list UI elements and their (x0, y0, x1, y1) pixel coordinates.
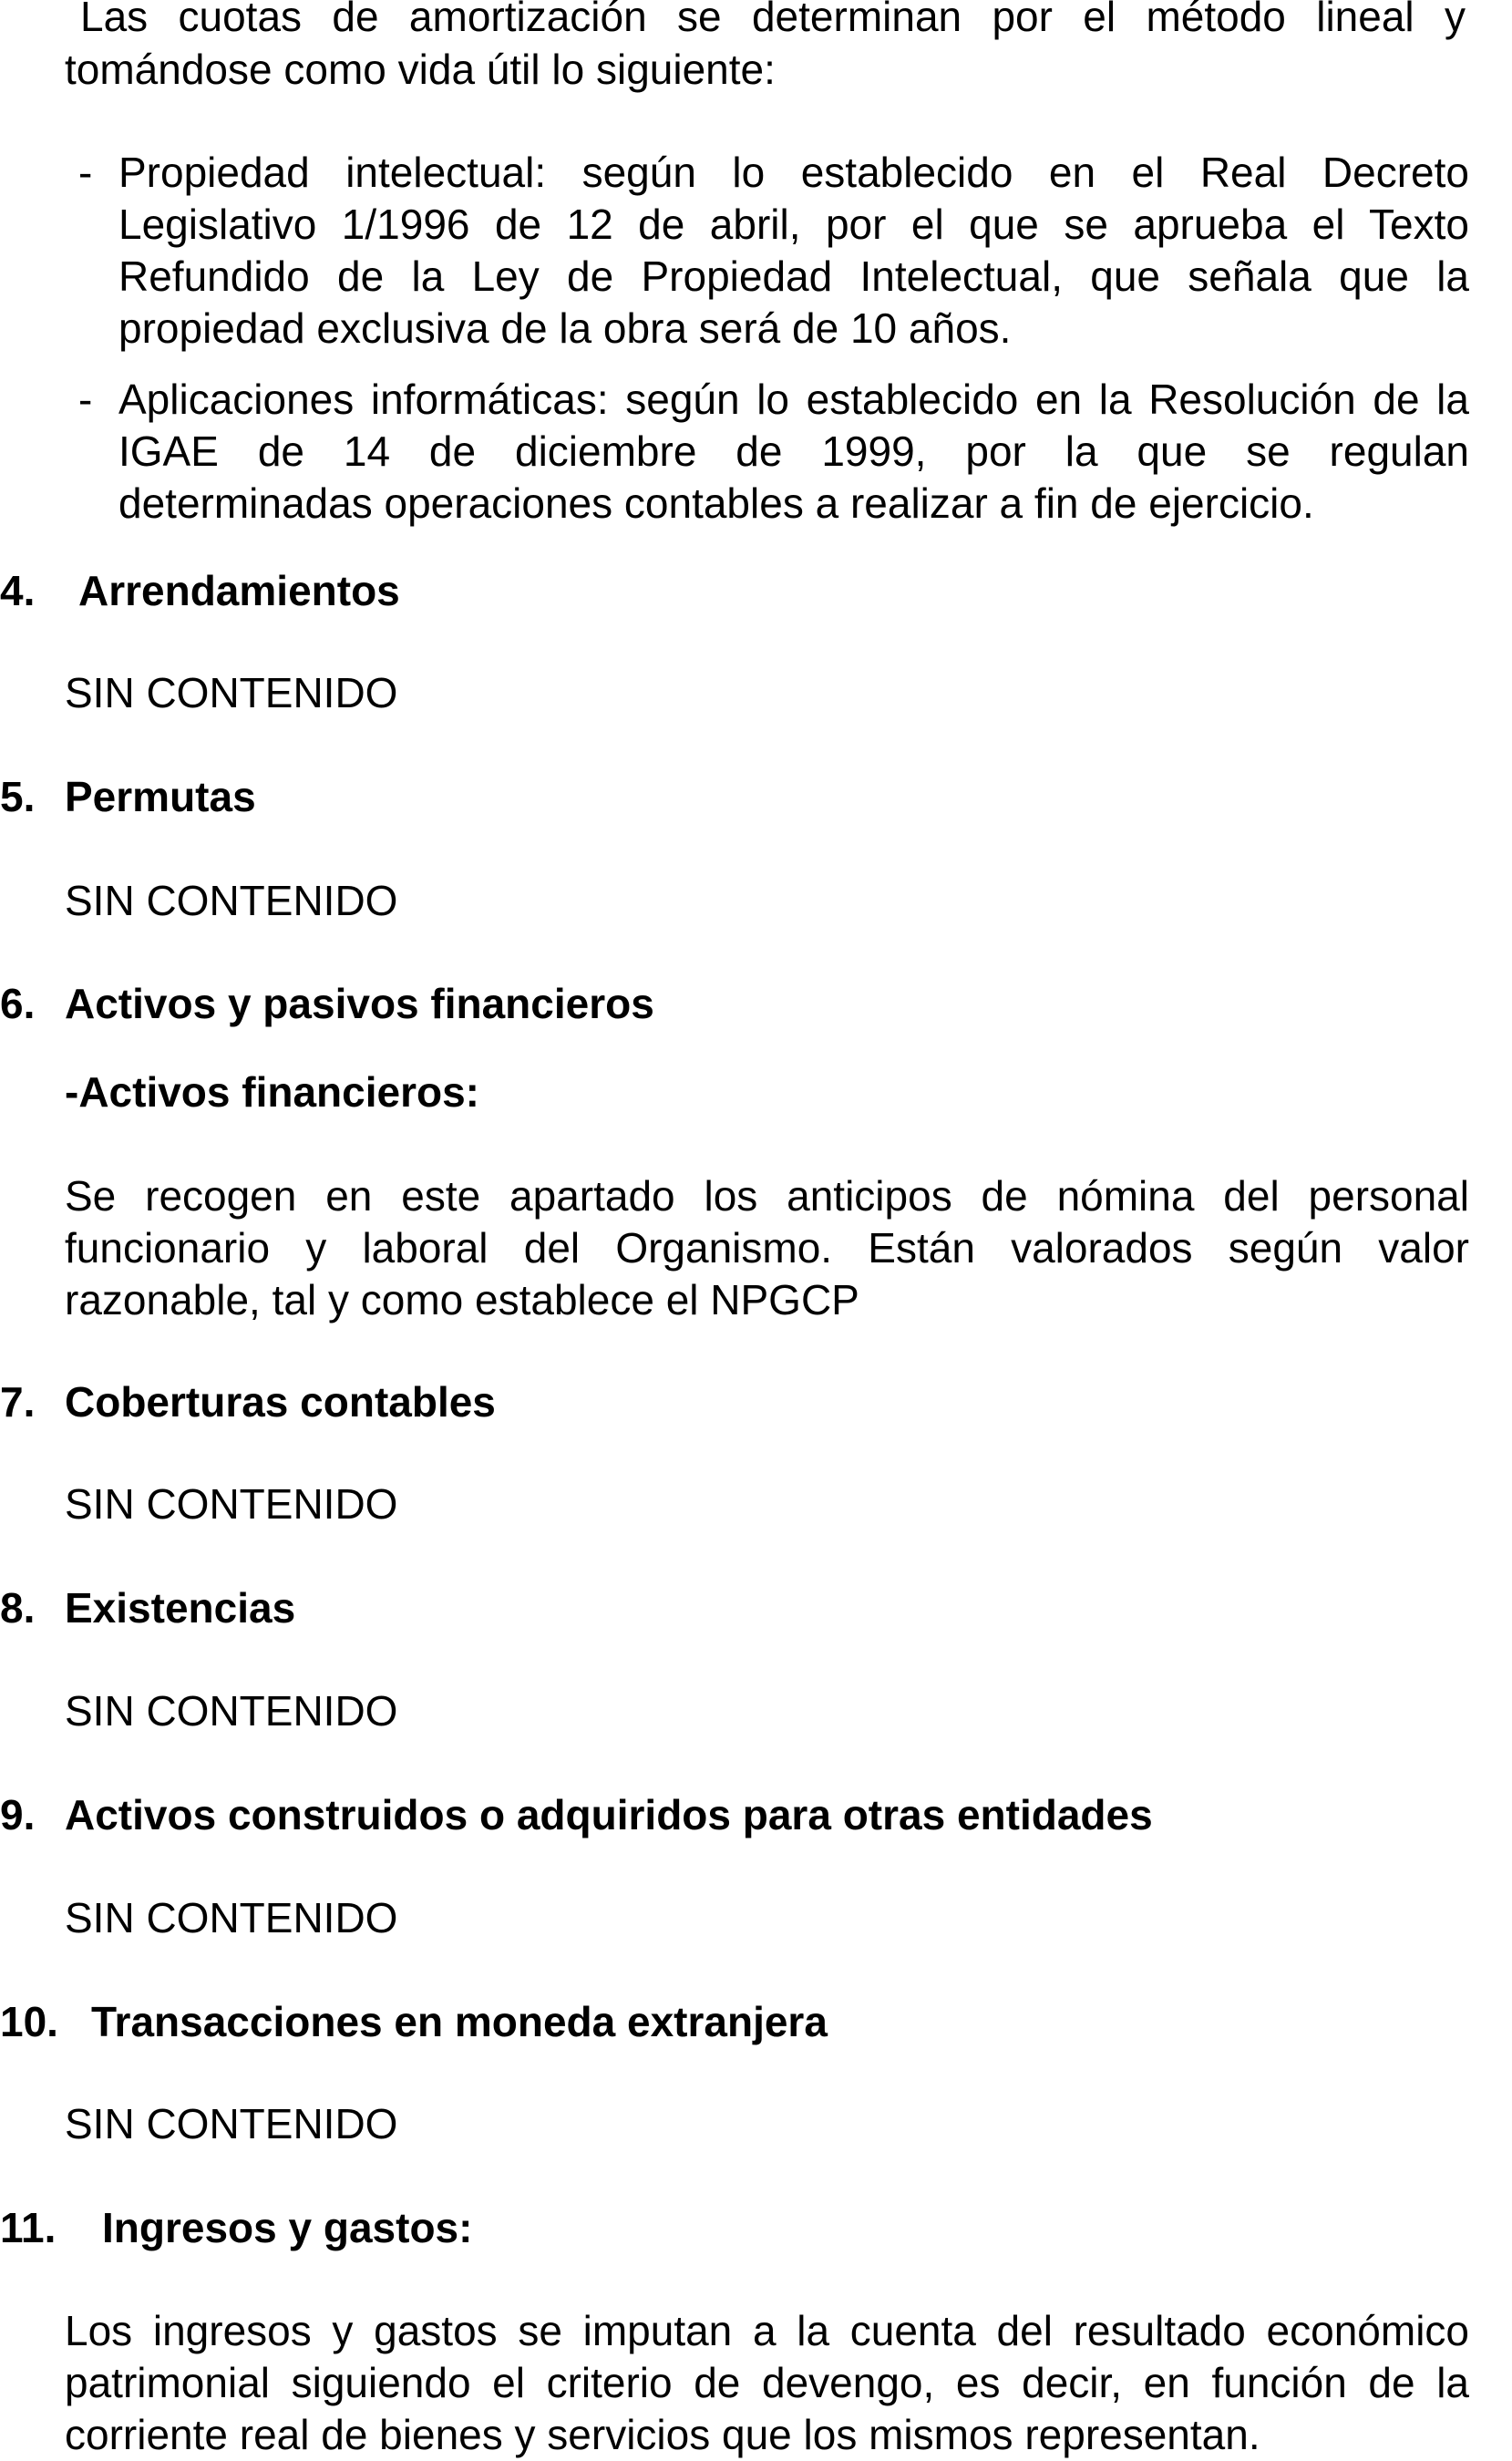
section-body: SIN CONTENIDO (65, 1480, 398, 1528)
section-heading: Activos y pasivos financieros (65, 980, 654, 1027)
section-body: SIN CONTENIDO (65, 669, 398, 716)
bullet-dash: - (78, 376, 93, 423)
section-heading: Activos construidos o adquiridos para otras entidades (65, 1791, 1153, 1838)
intro-line-2: tomándose como vida útil lo siguiente: (65, 46, 776, 93)
section-number: 10. (0, 1998, 58, 2045)
bullet-dash: - (78, 149, 93, 196)
section-number: 5. (0, 773, 36, 820)
bullet-2-line-3: determinadas operaciones contables a realizar a fin de ejercicio. (118, 479, 1314, 527)
bullet-1-line-2: Legislativo 1/1996 de 12 de abril, por el que se aprueba el Texto (118, 201, 1469, 248)
paragraph-line: patrimonial siguiendo el criterio de devengo, es decir, en función de la (65, 2359, 1469, 2406)
section-number: 9. (0, 1791, 36, 1838)
paragraph-line: razonable, tal y como establece el NPGCP (65, 1276, 859, 1323)
section-heading: Transacciones en moneda extranjera (91, 1998, 828, 2045)
section-number: 8. (0, 1584, 36, 1632)
section-heading: Permutas (65, 773, 256, 820)
bullet-1-line-3: Refundido de la Ley de Propiedad Intelectual, que señala que la (118, 252, 1469, 300)
section-number: 11. (0, 2204, 57, 2251)
section-body: SIN CONTENIDO (65, 1687, 398, 1735)
bullet-2-line-1: Aplicaciones informáticas: según lo establecido en la Resolución de la (118, 376, 1469, 423)
bullet-1-line-1: Propiedad intelectual: según lo establecido en el Real Decreto (118, 149, 1469, 196)
paragraph-line: Los ingresos y gastos se imputan a la cuenta del resultado económico (65, 2307, 1469, 2354)
section-heading: Coberturas contables (65, 1378, 496, 1426)
section-body: SIN CONTENIDO (65, 1894, 398, 1941)
section-number: 7. (0, 1378, 36, 1426)
section-number: 4. (0, 567, 36, 614)
intro-line-1: Las cuotas de amortización se determinan por el método lineal y (80, 0, 1466, 40)
section-subheading: -Activos financieros: (65, 1068, 479, 1116)
bullet-2-line-2: IGAE de 14 de diciembre de 1999, por la que se regulan (118, 427, 1469, 475)
paragraph-line: funcionario y laboral del Organismo. Están valorados según valor (65, 1224, 1469, 1272)
paragraph-line: corriente real de bienes y servicios que los mismos representan. (65, 2411, 1260, 2458)
section-body: SIN CONTENIDO (65, 877, 398, 924)
bullet-1-line-4: propiedad exclusiva de la obra será de 10 años. (118, 304, 1012, 352)
paragraph-line: Se recogen en este apartado los anticipos de nómina del personal (65, 1172, 1469, 1220)
section-heading: Existencias (65, 1584, 296, 1632)
section-number: 6. (0, 980, 36, 1027)
section-heading: Ingresos y gastos: (102, 2204, 473, 2251)
section-body: SIN CONTENIDO (65, 2100, 398, 2147)
section-heading: Arrendamientos (78, 567, 400, 614)
